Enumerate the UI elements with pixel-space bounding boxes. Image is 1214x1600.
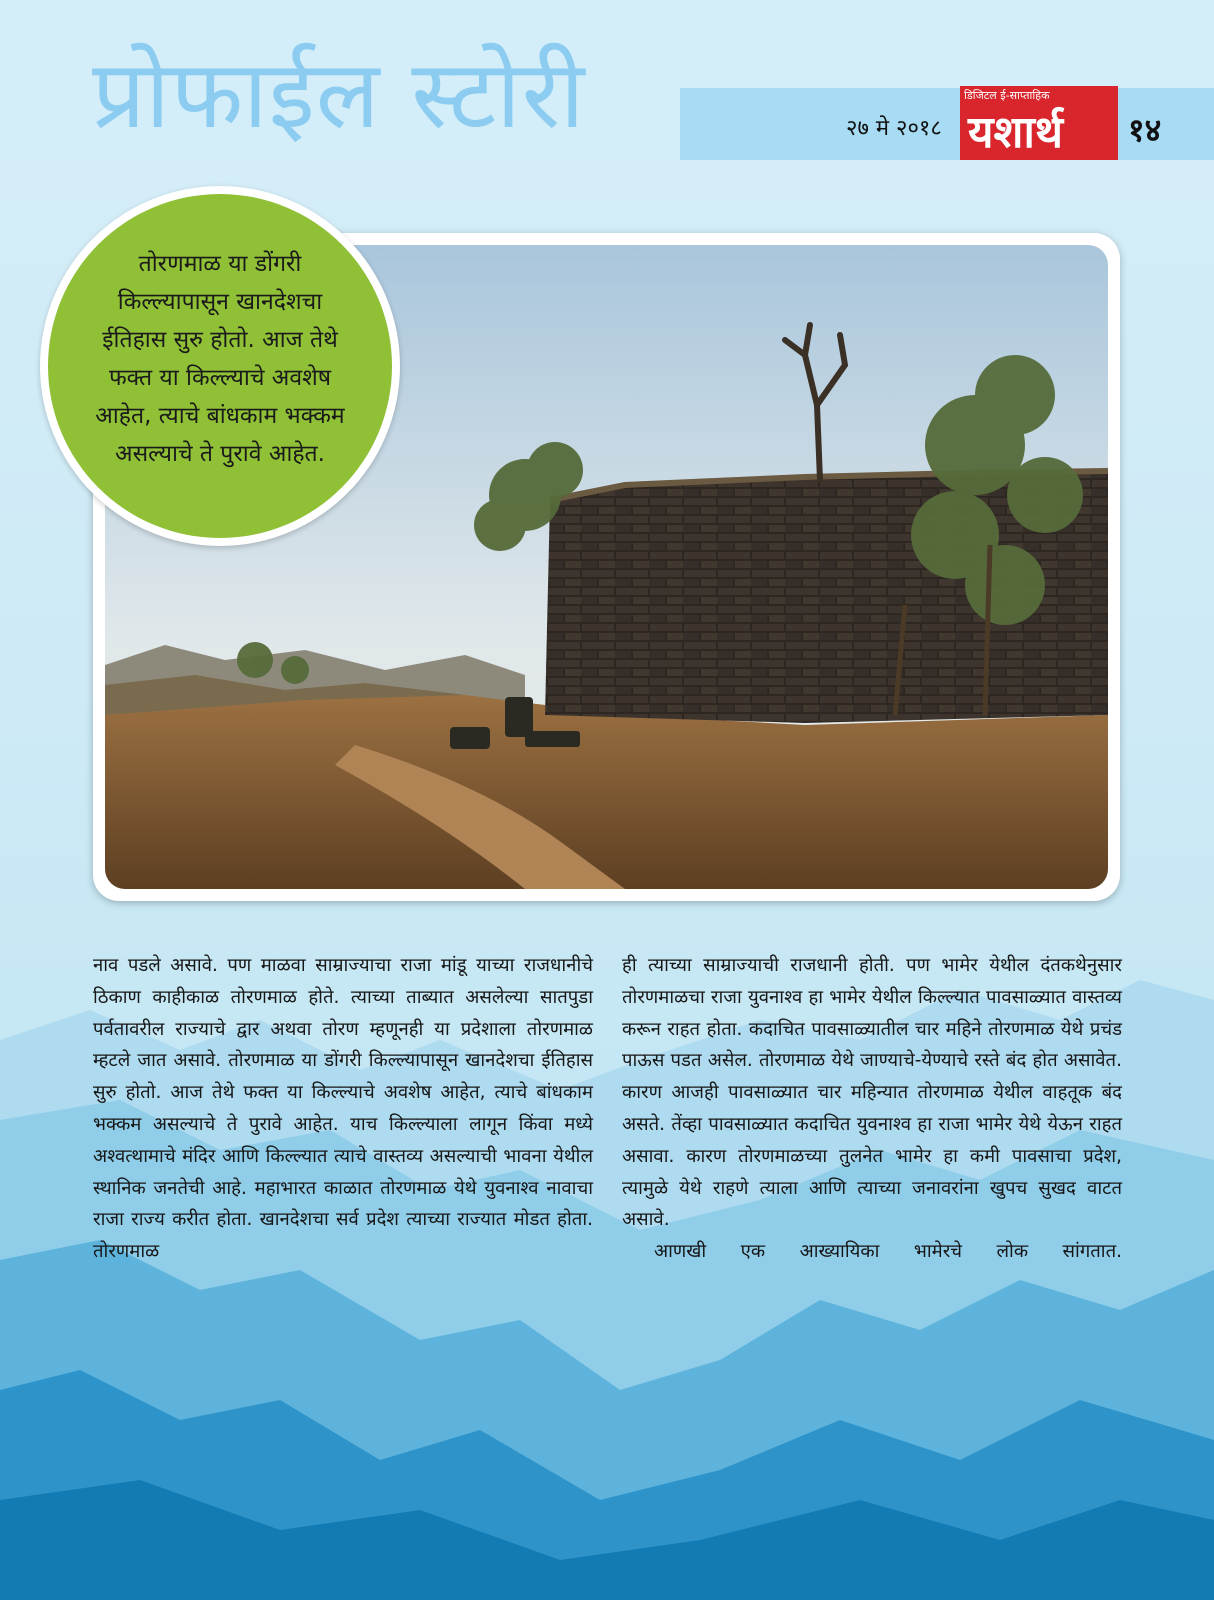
pullquote-text: तोरणमाळ या डोंगरी किल्ल्यापासून खानदेशचा ईतिहास सुरु होतो. आज तेथे फक्त या किल्ल्याचे अवशेष आहेत, त्याचे बांधकाम भक्कम असल्याचे ते पुरावे आहेत. (95, 251, 345, 467)
article-column-left (93, 950, 593, 1268)
article-paragraph: ही त्याच्या साम्राज्याची राजधानी होती. पण भामेर येथील दंतकथेनुसार तोरणमाळचा राजा युवनाश्व हा भामेर येथील किल्ल्यात पावसाळ्यात वास्तव्य करून राहत होता. कदाचित पावसाळ्यातील चार महिने तोरणमाळ येथे प्रचंड पाऊस पडत असेल. तोरणमाळ येथे जाण्याचे-येण्याचे रस्ते बंद होत असावेत. कारण आजही पावसाळ्यात चार महिन्यात तोरणमाळ येथील वाहतूक बंद असते. तेंव्हा पावसाळ्यात कदाचित युवनाश्व हा राजा भामेर येथे येऊन राहत असावा. कारण तोरणमाळच्या तुलनेत भामेर हा कमी पावसाचा प्रदेश, त्यामुळे येथे राहणे त्याला आणि त्याच्या जनावरांना खुपच सुखद वाटत असावे. (622, 955, 1122, 1231)
article-paragraph: नाव पडले असावे. पण माळवा साम्राज्याचा राजा मांडू याच्या राजधानीचे ठिकाण काहीकाळ तोरणमाळ होते. त्याच्या ताब्यात असलेल्या सातपुडा पर्वतावरील राज्याचे द्वार अथवा तोरण म्हणूनही या प्रदेशाला तोरणमाळ म्हटले जात असावे. तोरणमाळ या डोंगरी किल्ल्यापासून खानदेशचा ईतिहास सुरु होतो. आज तेथे फक्त या किल्ल्याचे अवशेष आहेत, त्याचे बांधकाम भक्कम असल्याचे ते पुरावे आहेत. याच किल्ल्याला लागून किंवा मध्ये अश्वत्थामाचे मंदिर आणि किल्ल्यात त्याचे वास्तव्य असल्याची भावना येथील स्थानिक जनतेची आहे. महाभारत काळात तोरणमाळ येथे युवनाश्व नावाचा राजा राज्य करीत होता. खानदेशचा सर्व प्रदेश त्याच्या राज्यात मोडत होता. तोरणमाळ (93, 955, 593, 1263)
logo-name: यशार्थ (968, 107, 1063, 158)
page-number: १४ (1128, 111, 1162, 149)
logo-tagline: डिजिटल ई-साप्ताहिक (964, 89, 1050, 102)
pullquote-circle (48, 194, 392, 538)
article-column-right (622, 950, 1122, 1268)
issue-date: २७ मे २०१८ (846, 116, 942, 141)
magazine-logo (960, 86, 1118, 160)
section-title: प्रोफाईल स्टोरी (92, 41, 586, 150)
article-paragraph: आणखी एक आख्यायिका भामेरचे लोक सांगतात. (654, 1241, 1122, 1263)
